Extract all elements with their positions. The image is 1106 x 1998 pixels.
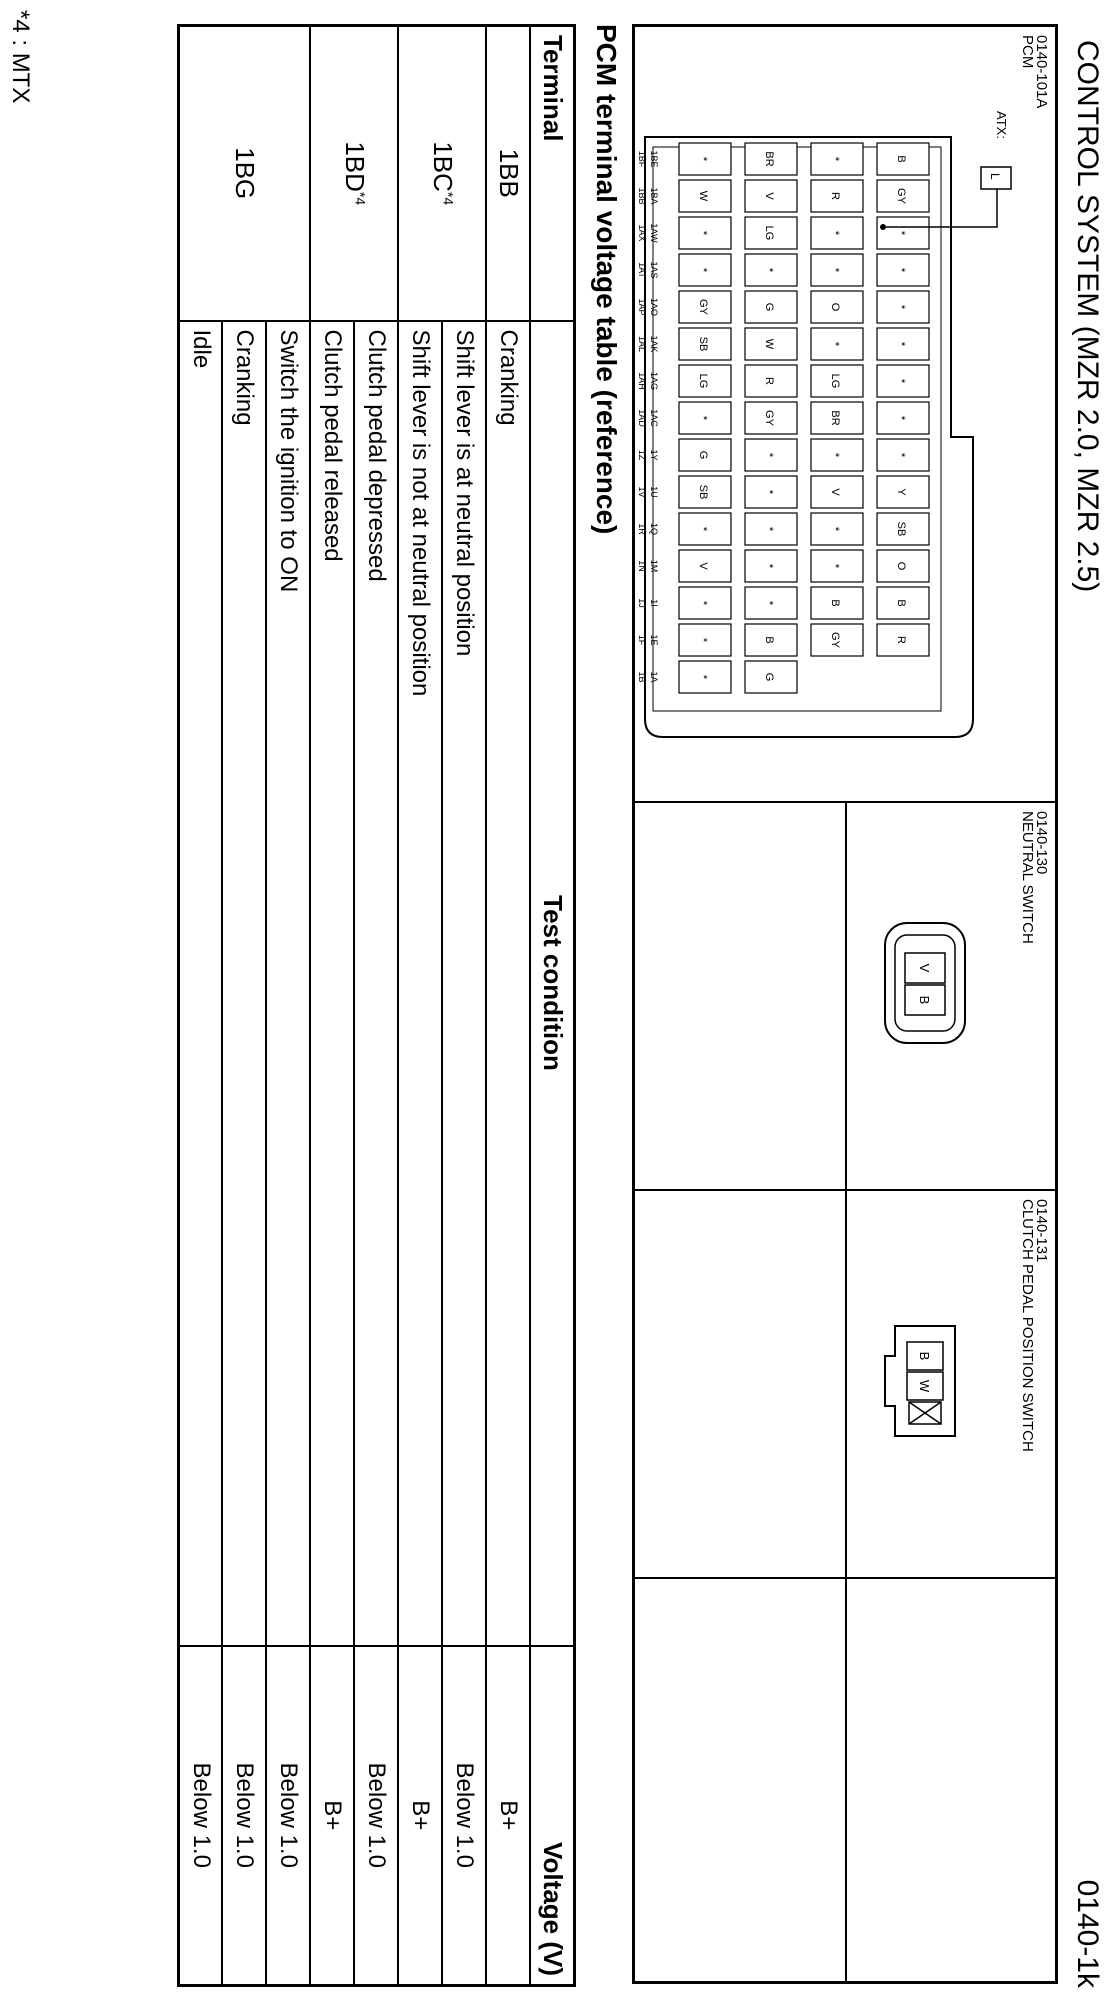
wire-color: GY — [829, 632, 841, 648]
atx-wire-color: L — [988, 173, 1002, 180]
pin-label: 1AD — [637, 409, 647, 427]
pin-label: 1AT — [637, 262, 647, 278]
clutch-wire-w: W — [917, 1379, 932, 1393]
atx-label: ATX: — [994, 111, 1009, 139]
pin-label: 1AO — [649, 297, 659, 317]
wire-color: G — [697, 450, 709, 460]
wire-color: * — [895, 267, 907, 273]
pin-label: 1A — [649, 671, 659, 683]
condition-cell: Clutch pedal released — [311, 321, 355, 1646]
neutral-wire-b: B — [917, 995, 932, 1005]
pin-label: 1F — [637, 634, 647, 646]
wire-color: * — [895, 378, 907, 384]
wire-color: GY — [763, 410, 775, 426]
clutch-switch-code: 0140-131 — [1033, 1199, 1050, 1263]
wire-color: O — [829, 302, 841, 312]
wire-color: SB — [895, 521, 907, 537]
terminal-cell: 1BC$^{*4}$ — [399, 26, 487, 321]
wire-color: * — [829, 156, 841, 162]
wire-color: * — [895, 304, 907, 310]
condition-cell: Shift lever is at neutral position — [443, 321, 487, 1646]
wire-color: G — [763, 672, 775, 682]
pin-label: 1AH — [637, 372, 647, 390]
pin-label: 1AP — [637, 298, 647, 316]
voltage-cell: Below 1.0 — [223, 1646, 267, 1986]
voltage-header: Voltage (V) — [531, 1646, 575, 1986]
footnote: *4 : MTX — [7, 10, 34, 104]
wire-color: * — [829, 267, 841, 273]
wire-color: * — [763, 489, 775, 495]
voltage-cell: B+ — [487, 1646, 531, 1986]
wire-color: LG — [829, 373, 841, 389]
page-number: 0140-1k — [1071, 1879, 1104, 1988]
pin-label: 1M — [649, 559, 659, 573]
pin-label: 1R — [637, 523, 647, 535]
wire-color: V — [763, 192, 775, 200]
pin-label: 1Q — [649, 522, 659, 536]
wire-color: * — [697, 415, 709, 421]
voltage-table-title: PCM terminal voltage table (reference) — [591, 24, 622, 535]
voltage-cell: Below 1.0 — [267, 1646, 311, 1986]
voltage-cell: Below 1.0 — [443, 1646, 487, 1986]
connector-panel — [632, 24, 1058, 1984]
voltage-table-header-row — [531, 26, 575, 1986]
pin-label: 1B — [637, 671, 647, 683]
wire-color: V — [697, 562, 709, 570]
wire-color: * — [895, 341, 907, 347]
neutral-wire-v: V — [917, 963, 932, 973]
wire-color: * — [895, 415, 907, 421]
pin-label: 1AK — [649, 335, 659, 353]
wire-color: B — [763, 636, 775, 644]
voltage-cell: Below 1.0 — [355, 1646, 399, 1986]
wire-color: * — [697, 637, 709, 643]
wire-color: G — [763, 302, 775, 312]
atx-wire-dot — [880, 224, 886, 230]
voltage-cell: Below 1.0 — [179, 1646, 223, 1986]
condition-cell: Shift lever is not at neutral position — [399, 321, 443, 1646]
wire-color: * — [763, 452, 775, 458]
condition-cell: Cranking — [487, 321, 531, 1646]
wire-color: GY — [895, 188, 907, 204]
wire-color: R — [895, 636, 907, 644]
clutch-switch-name: CLUTCH PEDAL POSITION SWITCH — [1019, 1199, 1036, 1452]
voltage-cell: B+ — [399, 1646, 443, 1986]
wire-color: * — [895, 230, 907, 236]
wire-color: * — [829, 526, 841, 532]
wire-color: R — [829, 192, 841, 200]
pcm-wire-grid — [679, 143, 929, 693]
wire-color: * — [697, 230, 709, 236]
wire-color: * — [763, 526, 775, 532]
wire-color: O — [895, 561, 907, 571]
wire-color: B — [895, 599, 907, 607]
pin-label: 1AL — [637, 335, 647, 353]
pin-label: 1I — [649, 599, 659, 607]
wire-color: SB — [697, 484, 709, 500]
pcm-connector-code: 0140-101A — [1033, 35, 1050, 109]
terminal-cell: 1BG — [179, 26, 311, 321]
condition-cell: Switch the ignition to ON — [267, 321, 311, 1646]
pin-label: 1AX — [637, 224, 647, 242]
pin-label: 1AS — [649, 261, 659, 279]
condition-cell: Cranking — [223, 321, 267, 1646]
empty-connector-cell — [635, 1579, 1055, 1981]
pin-label: 1E — [649, 634, 659, 646]
pin-label: 1V — [637, 486, 647, 498]
wire-color: V — [829, 488, 841, 496]
wire-color: SB — [697, 336, 709, 352]
wire-color: * — [829, 341, 841, 347]
wire-color: * — [763, 267, 775, 273]
voltage-table — [177, 24, 576, 1987]
wire-color: * — [697, 526, 709, 532]
pin-label: 1U — [649, 486, 659, 498]
neutral-switch-code: 0140-130 — [1033, 811, 1050, 875]
wire-color: Y — [895, 488, 907, 496]
wire-color: LG — [763, 225, 775, 241]
table-row — [443, 26, 487, 1986]
pin-label: 1AG — [649, 371, 659, 391]
wire-color: LG — [697, 373, 709, 389]
neutral-switch-name: NEUTRAL SWITCH — [1019, 811, 1036, 944]
table-row — [267, 26, 311, 1986]
wire-color: W — [697, 190, 709, 202]
wire-color: * — [763, 600, 775, 606]
pin-label: 1BB — [637, 187, 647, 205]
wire-color: * — [829, 452, 841, 458]
pin-label: 1N — [637, 560, 647, 572]
pin-label: 1AW — [649, 223, 659, 243]
wire-color: B — [829, 599, 841, 607]
wire-color: B — [895, 155, 907, 163]
terminal-cell: 1BD$^{*4}$ — [311, 26, 399, 321]
wire-color: R — [763, 377, 775, 385]
wire-color: GY — [697, 299, 709, 315]
condition-header: Test condition — [531, 321, 575, 1646]
page-title: CONTROL SYSTEM (MZR 2.0, MZR 2.5) — [1071, 40, 1104, 593]
wire-color: * — [829, 230, 841, 236]
wire-color: * — [697, 600, 709, 606]
wire-color: * — [763, 563, 775, 569]
pin-label: 1AC — [649, 409, 659, 427]
wire-color: * — [829, 563, 841, 569]
wire-color: * — [697, 156, 709, 162]
clutch-wire-b: B — [917, 1351, 932, 1361]
pcm-pin-labels — [635, 150, 659, 683]
wire-color: * — [697, 674, 709, 680]
clutch-switch-diagram — [875, 1306, 965, 1456]
wire-color: BR — [829, 410, 841, 426]
table-row — [487, 26, 531, 1986]
wire-color: W — [763, 338, 775, 350]
condition-cell: Idle — [179, 321, 223, 1646]
wire-color: BR — [763, 151, 775, 167]
wire-color: * — [895, 452, 907, 458]
pcm-connector-name: PCM — [1019, 35, 1036, 69]
condition-cell: Clutch pedal depressed — [355, 321, 399, 1646]
clutch-switch-cell — [635, 1191, 1055, 1579]
pin-label: 1J — [637, 598, 647, 608]
terminal-cell: 1BB — [487, 26, 531, 321]
voltage-cell: B+ — [311, 1646, 355, 1986]
pin-label: 1BE — [649, 150, 659, 168]
table-row — [355, 26, 399, 1986]
pin-label: 1Y — [649, 449, 659, 461]
voltage-table-section — [22, 24, 622, 1984]
terminal-header: Terminal — [531, 26, 575, 321]
pin-label: 1BA — [649, 187, 659, 205]
pin-label: 1BF — [637, 150, 647, 168]
pcm-connector-diagram — [635, 107, 1015, 787]
pcm-connector-cell — [635, 27, 1055, 803]
neutral-switch-cell — [635, 803, 1055, 1191]
pin-label: 1Z — [637, 449, 647, 461]
neutral-switch-diagram — [875, 913, 975, 1063]
wire-color: * — [697, 267, 709, 273]
